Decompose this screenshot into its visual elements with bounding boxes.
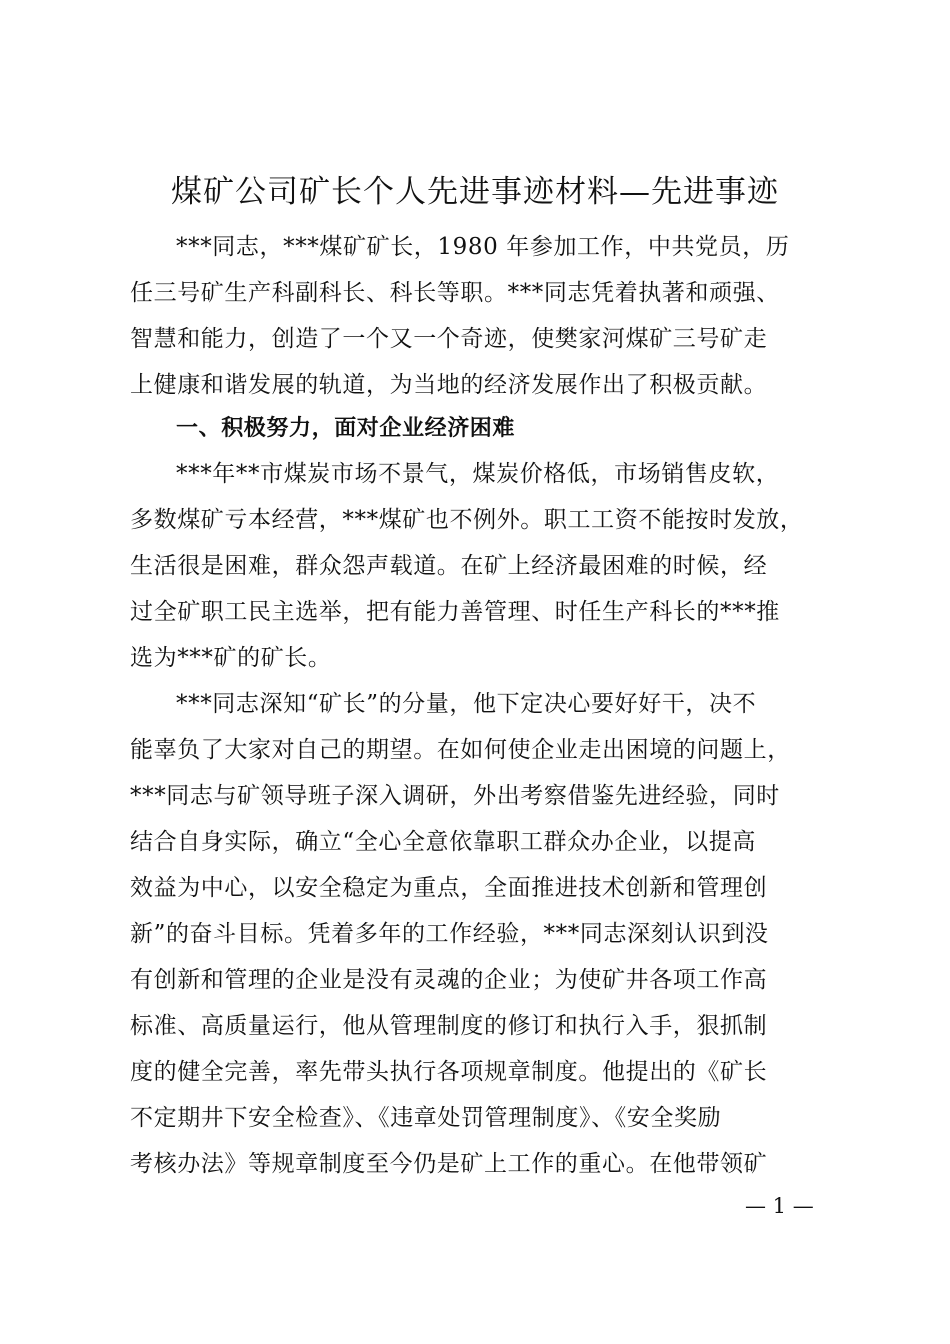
paragraph-3-line-5: 效益为中心，以安全稳定为重点，全面推进技术创新和管理创: [130, 875, 768, 901]
paragraph-3-line-2: 能辜负了大家对自己的期望。在如何使企业走出困境的问题上，: [130, 737, 791, 763]
paragraph-3-line-8: 标准、高质量运行，他从管理制度的修订和执行入手，狠抓制: [130, 1013, 768, 1039]
paragraph-3-line-10: 不定期井下安全检查》、《违章处罚管理制度》、《安全奖励: [130, 1105, 722, 1131]
paragraph-2-line-5: 选为***矿的矿长。: [130, 645, 332, 671]
paragraph-3-line-11: 考核办法》等规章制度至今仍是矿上工作的重心。在他带领矿: [130, 1151, 768, 1177]
paragraph-2-line-2: 多数煤矿亏本经营，***煤矿也不例外。职工工资不能按时发放，: [130, 507, 804, 533]
paragraph-3-line-3: ***同志与矿领导班子深入调研，外出考察借鉴先进经验，同时: [130, 783, 780, 809]
paragraph-3-line-1: ***同志深知“矿长”的分量，他下定决心要好好干，决不: [176, 691, 757, 717]
paragraph-3-line-4: 结合自身实际，确立“全心全意依靠职工群众办企业，以提高: [130, 829, 756, 855]
paragraph-1-line-2: 任三号矿生产科副科长、科长等职。***同志凭着执著和顽强、: [130, 280, 780, 306]
paragraph-1-line-1: ***同志，***煤矿矿长，1980 年参加工作，中共党员，历: [176, 234, 790, 260]
page-number: — 1 —: [745, 1194, 814, 1218]
paragraph-3-line-9: 度的健全完善，率先带头执行各项规章制度。他提出的《矿长: [130, 1059, 768, 1085]
paragraph-2-line-3: 生活很是困难，群众怨声载道。在矿上经济最困难的时候，经: [130, 553, 768, 579]
section-heading-1: 一、积极努力，面对企业经济困难: [176, 416, 516, 441]
paragraph-2-line-4: 过全矿职工民主选举，把有能力善管理、时任生产科长的***推: [130, 599, 780, 625]
paragraph-3-line-6: 新”的奋斗目标。凭着多年的工作经验，***同志深刻认识到没: [130, 921, 769, 947]
document-title: 煤矿公司矿长个人先进事迹材料—先进事迹: [171, 174, 779, 210]
paragraph-2-line-1: ***年**市煤炭市场不景气，煤炭价格低，市场销售皮软，: [176, 461, 780, 487]
paragraph-3-line-7: 有创新和管理的企业是没有灵魂的企业；为使矿井各项工作高: [130, 967, 768, 993]
paragraph-1-line-3: 智慧和能力，创造了一个又一个奇迹，使樊家河煤矿三号矿走: [130, 326, 768, 352]
paragraph-1-line-4: 上健康和谐发展的轨道，为当地的经济发展作出了积极贡献。: [130, 372, 768, 398]
